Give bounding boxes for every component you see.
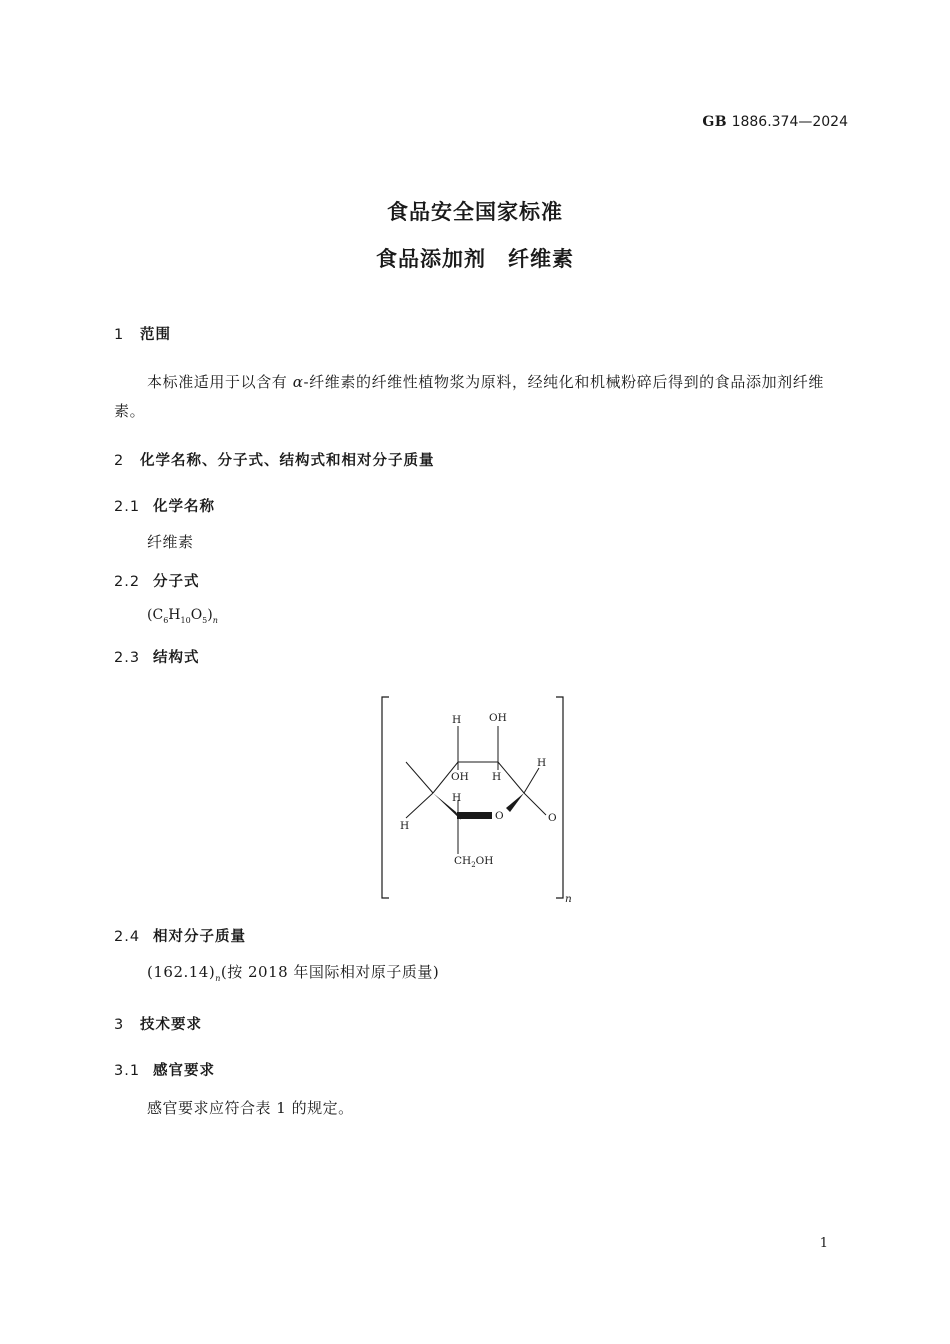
- atom-h: H: [452, 792, 462, 804]
- right-bracket: [556, 697, 563, 898]
- formula-subscript: n: [212, 615, 218, 625]
- alpha-symbol: α: [292, 373, 304, 391]
- section-number: 2.2: [114, 574, 141, 590]
- section-3-1-heading: [114, 1059, 215, 1080]
- link-oxygen: O: [548, 812, 557, 824]
- section-number: 2.4: [114, 929, 141, 945]
- atom-oh: OH: [451, 771, 469, 783]
- section-title: 技术要求: [140, 1017, 202, 1033]
- atom-h: H: [400, 820, 410, 832]
- mass-subscript: n: [215, 974, 221, 983]
- formula-subscript: 5: [202, 615, 208, 625]
- ring-oxygen: O: [495, 810, 504, 822]
- bonds: [406, 726, 546, 854]
- section-title: 结构式: [153, 650, 200, 666]
- page-number: 1: [819, 1236, 828, 1251]
- mass-note: (按 2018 年国际相对原子质量): [220, 963, 440, 981]
- atom-h: H: [492, 771, 502, 783]
- atom-h: H: [537, 757, 547, 769]
- formula-subscript: 6: [163, 615, 169, 625]
- section-title: 感官要求: [153, 1063, 215, 1079]
- section-number: 2.3: [114, 650, 141, 666]
- formula-part: H: [168, 607, 181, 623]
- formula-part: O: [190, 607, 203, 623]
- atom-oh: OH: [489, 712, 507, 724]
- formula-part: ): [207, 607, 213, 623]
- scope-text-start: 本标准适用于以含有: [147, 373, 293, 391]
- section-title: 化学名称: [153, 499, 215, 515]
- section-3-heading: [114, 1013, 202, 1034]
- left-bracket: [382, 697, 389, 898]
- mass-value: (162.14): [147, 963, 216, 981]
- section-title: 化学名称、分子式、结构式和相对分子质量: [140, 453, 435, 469]
- section-title: 范围: [140, 327, 171, 343]
- formula-subscript: 10: [180, 615, 191, 625]
- section-number: 2.1: [114, 499, 141, 515]
- section-2-4-heading: [114, 925, 246, 946]
- chemical-name: 纤维素: [147, 533, 194, 551]
- standard-number: 1886.374—2024: [731, 114, 848, 130]
- document-subtitle: 食品添加剂 纤维素: [376, 247, 574, 271]
- molecular-mass: [147, 961, 439, 983]
- document-title: 食品安全国家标准: [387, 200, 563, 224]
- sensory-requirement-text: 感官要求应符合表 1 的规定。: [147, 1099, 354, 1117]
- atom-h: H: [452, 714, 462, 726]
- section-number: 1: [114, 327, 125, 343]
- ch2oh-group: $CH_2OH$: [454, 855, 494, 869]
- section-number: 2: [114, 453, 125, 469]
- scope-text-end: -纤维素的纤维性植物浆为原料，经纯化和机械粉碎后得到的食品添加剂纤维素。: [114, 373, 824, 420]
- wedge-bonds: [433, 793, 524, 820]
- section-number: 3.1: [114, 1063, 141, 1079]
- section-title: 相对分子质量: [153, 929, 246, 945]
- section-title: 分子式: [153, 574, 200, 590]
- section-number: 3: [114, 1017, 125, 1033]
- formula-part: (C: [147, 607, 164, 623]
- repeat-index: n: [565, 893, 572, 905]
- standard-prefix: GB: [702, 114, 728, 130]
